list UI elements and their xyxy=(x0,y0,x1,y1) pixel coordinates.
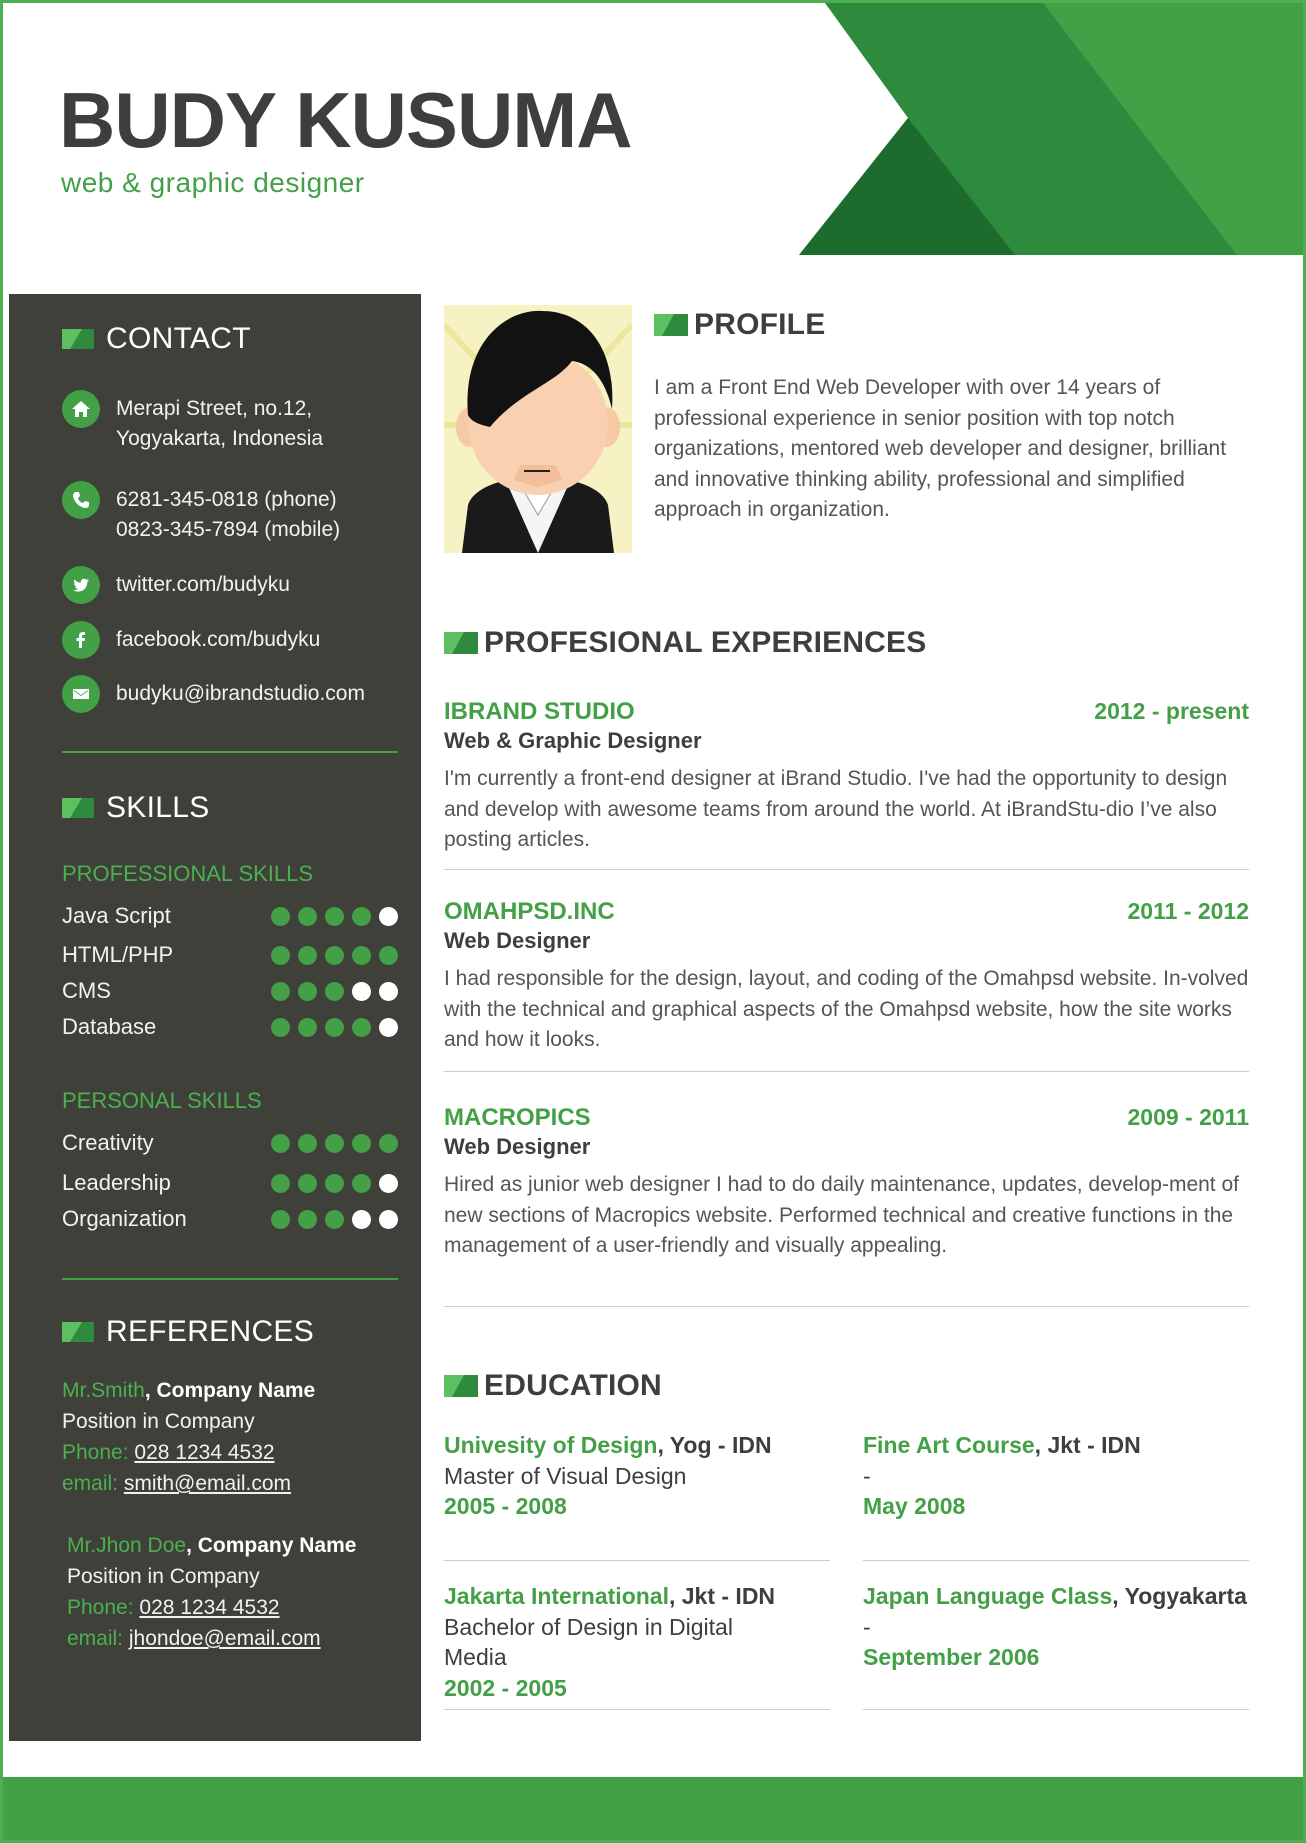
skill-dot-filled xyxy=(271,1018,290,1037)
reference-phone-label: Phone: xyxy=(62,1441,129,1464)
mail-icon xyxy=(62,675,100,713)
twitter-icon xyxy=(62,566,100,604)
skill-dot-empty xyxy=(379,1018,398,1037)
skill-name: Database xyxy=(62,1014,157,1039)
professional-skills-heading: PROFESSIONAL SKILLS xyxy=(62,861,314,886)
reference-company: , Company Name xyxy=(144,1379,316,1402)
skill-dot-filled xyxy=(325,946,344,965)
section-divider xyxy=(863,1560,1249,1561)
candidate-title: web & graphic designer xyxy=(61,167,365,198)
education-years: 2005 - 2008 xyxy=(444,1493,567,1519)
section-flag-icon xyxy=(62,1322,94,1342)
skill-dot-filled xyxy=(298,982,317,1001)
reference-email[interactable]: smith@email.com xyxy=(123,1472,292,1495)
job-description: I'm currently a front-end designer at iBrand Studio. I've had the opportunity to design and develop with awesome teams from around the world. At iBrandStu-dio I’ve also posting articles. xyxy=(444,767,1228,851)
education-place: , Jkt - IDN xyxy=(668,1583,776,1609)
contact-heading-label: CONTACT xyxy=(106,322,251,355)
education-degree: Bachelor of Design in Digital Media xyxy=(444,1613,733,1670)
skill-dot-filled xyxy=(325,1018,344,1037)
skill-dot-filled xyxy=(325,1174,344,1193)
skill-dot-filled xyxy=(271,1210,290,1229)
references-heading xyxy=(62,1315,314,1349)
education-place: , Jkt - IDN xyxy=(1034,1432,1141,1458)
skill-dot-filled xyxy=(325,982,344,1001)
skill-dot-filled xyxy=(298,1174,317,1193)
reference-person: Mr.Smith xyxy=(62,1379,145,1402)
job-role: Web & Graphic Designer xyxy=(444,728,702,753)
skill-level-dots xyxy=(263,1174,398,1193)
contact-facebook xyxy=(62,621,320,659)
skill-dot-filled xyxy=(298,907,317,926)
skill-level-dots xyxy=(263,946,398,965)
job-description: I had responsible for the design, layout, and coding of the Omahpsd website. In-volved with the technical and graphical aspects of the Omahpsd website, how the site works and how it looks. xyxy=(444,967,1249,1051)
education-item xyxy=(863,1581,1263,1673)
skill-dot-filled xyxy=(352,1018,371,1037)
skill-dot-filled xyxy=(325,907,344,926)
job-years: 2011 - 2012 xyxy=(1127,898,1249,924)
job-role: Web Designer xyxy=(444,1134,591,1159)
section-flag-icon xyxy=(444,1375,478,1397)
skill-name: HTML/PHP xyxy=(62,942,174,967)
reference-item xyxy=(62,1375,315,1499)
section-divider xyxy=(444,869,1249,870)
reference-phone[interactable]: 028 1234 4532 xyxy=(134,1441,275,1464)
section-flag-icon xyxy=(62,329,94,349)
skill-dot-filled xyxy=(352,946,371,965)
personal-skills-heading: PERSONAL SKILLS xyxy=(62,1088,262,1113)
skill-name: CMS xyxy=(62,978,111,1003)
reference-phone-label: Phone: xyxy=(67,1596,134,1619)
education-item xyxy=(444,1581,814,1703)
reference-email-label: email: xyxy=(62,1472,119,1495)
section-divider xyxy=(444,1709,830,1710)
section-divider xyxy=(444,1306,1249,1307)
skill-dot-filled xyxy=(325,1210,344,1229)
skill-dot-empty xyxy=(379,1174,398,1193)
section-divider xyxy=(863,1709,1249,1710)
skill-dot-filled xyxy=(271,1134,290,1153)
skill-dot-empty xyxy=(352,1210,371,1229)
skill-dot-filled xyxy=(271,982,290,1001)
education-degree: Master of Visual Design xyxy=(444,1462,687,1489)
section-divider xyxy=(444,1560,830,1561)
profile-photo-avatar xyxy=(444,305,632,553)
reference-email[interactable]: jhondoe@email.com xyxy=(128,1627,321,1650)
references-heading-label: REFERENCES xyxy=(106,1315,315,1348)
experience-item xyxy=(444,898,1249,1056)
skill-dot-filled xyxy=(271,907,290,926)
skill-dot-filled xyxy=(298,1210,317,1229)
job-company: MACROPICS xyxy=(444,1104,591,1131)
experience-heading-label: PROFESIONAL EXPERIENCES xyxy=(484,626,927,659)
section-divider xyxy=(444,1071,1249,1072)
experience-item xyxy=(444,1104,1249,1262)
profile-heading xyxy=(654,308,825,342)
experience-heading xyxy=(444,626,926,660)
skill-dot-empty xyxy=(352,982,371,1001)
education-years: September 2006 xyxy=(863,1644,1040,1670)
facebook-icon xyxy=(62,621,100,659)
skill-dot-empty xyxy=(379,1210,398,1229)
education-heading-label: EDUCATION xyxy=(484,1369,662,1402)
phone-number: 6281-345-0818 (phone) xyxy=(116,488,337,511)
sidebar-divider xyxy=(62,751,398,753)
education-school: Jakarta International xyxy=(444,1583,669,1609)
job-years: 2012 - present xyxy=(1094,698,1249,724)
skill-level-dots xyxy=(263,1134,398,1153)
skill-level-dots xyxy=(263,1018,398,1037)
job-role: Web Designer xyxy=(444,928,591,953)
skill-dot-empty xyxy=(379,982,398,1001)
email-address[interactable]: budyku@ibrandstudio.com xyxy=(116,682,365,705)
skill-level-dots xyxy=(263,907,398,926)
skill-dot-filled xyxy=(271,1174,290,1193)
skill-row xyxy=(62,1014,398,1040)
mobile-number: 0823-345-7894 (mobile) xyxy=(116,518,341,541)
skill-level-dots xyxy=(263,982,398,1001)
education-item xyxy=(863,1430,1263,1522)
skill-row xyxy=(62,978,398,1004)
facebook-handle[interactable]: facebook.com/budyku xyxy=(116,628,321,651)
skill-dot-filled xyxy=(379,946,398,965)
footer-bar xyxy=(3,1777,1306,1843)
skill-row xyxy=(62,1206,398,1232)
reference-person: Mr.Jhon Doe xyxy=(67,1534,187,1557)
home-icon xyxy=(62,390,100,428)
section-flag-icon xyxy=(654,314,688,336)
education-heading xyxy=(444,1369,662,1403)
contact-email xyxy=(62,675,365,713)
skills-heading xyxy=(62,791,210,825)
education-degree: - xyxy=(863,1462,871,1489)
education-place: , Yog - IDN xyxy=(657,1432,772,1458)
contact-twitter xyxy=(62,566,290,604)
sidebar xyxy=(9,294,421,1741)
job-company: OMAHPSD.INC xyxy=(444,898,615,925)
profile-summary: I am a Front End Web Developer with over 14 years of professional experience in senior position with top notch organizations, mentored web developer and designer, brilliant and innovative thinking ability, professional and simplified approach in organization. xyxy=(654,376,1227,521)
education-school: Univesity of Design xyxy=(444,1432,658,1458)
skill-dot-filled xyxy=(298,1134,317,1153)
reference-position: Position in Company xyxy=(67,1565,260,1588)
section-flag-icon xyxy=(62,798,94,818)
job-company: IBRAND STUDIO xyxy=(444,698,635,725)
skill-name: Organization xyxy=(62,1206,187,1231)
education-place: , Yogyakarta xyxy=(1112,1583,1247,1609)
reference-company: , Company Name xyxy=(186,1534,357,1557)
profile-heading-label: PROFILE xyxy=(694,308,826,341)
skill-row xyxy=(62,942,398,968)
reference-item xyxy=(67,1530,356,1654)
twitter-handle[interactable]: twitter.com/budyku xyxy=(116,573,290,596)
job-description: Hired as junior web designer I had to do daily maintenance, updates, develop-ment of new sections of Macropics website. Performed technical and creative functions in the management of a user-friendly and visually appealing. xyxy=(444,1173,1239,1257)
skill-name: Creativity xyxy=(62,1130,154,1155)
experience-item xyxy=(444,698,1249,856)
skill-name: Java Script xyxy=(62,903,171,928)
reference-position: Position in Company xyxy=(62,1410,255,1433)
education-item xyxy=(444,1430,824,1522)
skill-dot-filled xyxy=(352,1134,371,1153)
skill-dot-filled xyxy=(325,1134,344,1153)
skill-row xyxy=(62,1170,398,1196)
contact-phone xyxy=(62,481,340,545)
phone-icon xyxy=(62,481,100,519)
skill-row xyxy=(62,903,398,929)
section-flag-icon xyxy=(444,632,478,654)
skill-name: Leadership xyxy=(62,1170,171,1195)
skill-row xyxy=(62,1130,398,1156)
sidebar-divider xyxy=(62,1278,398,1280)
skill-dot-filled xyxy=(352,1174,371,1193)
skill-dot-filled xyxy=(379,1134,398,1153)
skill-dot-filled xyxy=(298,946,317,965)
education-degree: - xyxy=(863,1613,871,1640)
candidate-name: BUDY KUSUMA xyxy=(59,76,632,164)
job-years: 2009 - 2011 xyxy=(1127,1104,1249,1130)
education-years: 2002 - 2005 xyxy=(444,1674,567,1701)
skill-dot-filled xyxy=(298,1018,317,1037)
skill-dot-empty xyxy=(379,907,398,926)
skill-dot-filled xyxy=(352,907,371,926)
education-school: Japan Language Class xyxy=(863,1583,1113,1609)
reference-email-label: email: xyxy=(67,1627,124,1650)
reference-phone[interactable]: 028 1234 4532 xyxy=(139,1596,280,1619)
education-years: May 2008 xyxy=(863,1493,966,1519)
skill-dot-filled xyxy=(271,946,290,965)
address-line2: Yogyakarta, Indonesia xyxy=(116,427,324,450)
contact-heading xyxy=(62,322,251,356)
education-school: Fine Art Course xyxy=(863,1432,1035,1458)
skills-heading-label: SKILLS xyxy=(106,791,210,824)
skill-level-dots xyxy=(263,1210,398,1229)
contact-address xyxy=(62,390,323,454)
address-line1: Merapi Street, no.12, xyxy=(116,397,313,420)
